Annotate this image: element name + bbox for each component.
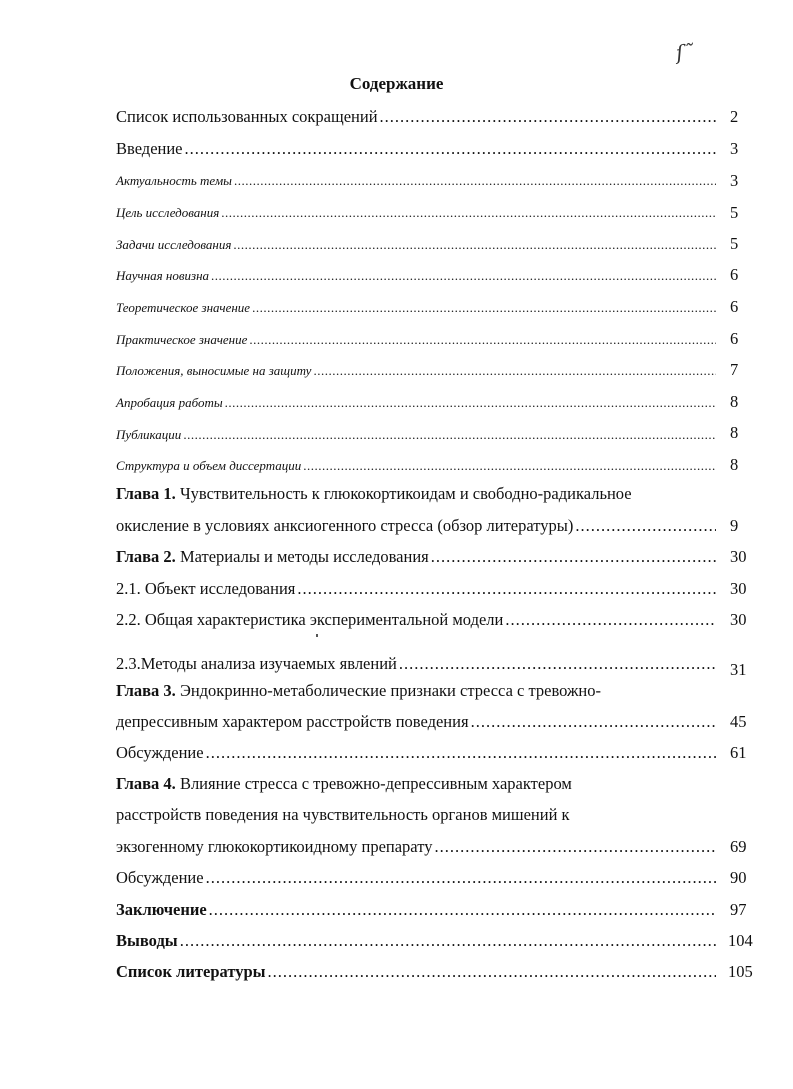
toc-entry-structure: [116, 458, 716, 474]
toc-page-number: 6: [730, 329, 739, 348]
toc-page-number: 8: [730, 423, 739, 442]
toc-entry-label: 2.2. Общая характеристика экспериментальной модели: [116, 610, 504, 629]
dot-leader: [211, 268, 716, 284]
dot-leader: [380, 107, 716, 127]
page-title: Содержание: [349, 74, 444, 93]
toc-page-number: 3: [730, 139, 739, 158]
toc-entry-label: экзогенному глюкокортикоидному препарату: [116, 837, 433, 856]
toc-page-number: 6: [730, 297, 739, 316]
toc-page-number: 5: [730, 234, 739, 253]
toc-entry-label: Публикации: [116, 427, 182, 442]
toc-page-number: 3: [730, 171, 739, 190]
toc-entry-section-2-1: [116, 579, 716, 599]
toc-page-number: 31: [730, 660, 747, 679]
dot-leader: [209, 900, 716, 920]
chapter-prefix: Глава 3.: [116, 681, 176, 700]
toc-page-number: 30: [730, 610, 747, 629]
toc-entry-approbation: [116, 395, 716, 411]
toc-entry-abbreviations: [116, 107, 716, 127]
toc-entry-label: Обсуждение: [116, 868, 204, 887]
toc-entry-chapter-4: [116, 837, 716, 857]
toc-entry-label: окисление в условиях анксиогенного стресса (обзор литературы): [116, 516, 574, 535]
scan-speck: [316, 634, 318, 637]
toc-entry-label: 2.1. Объект исследования: [116, 579, 296, 598]
chapter-title-line: Влияние стресса с тревожно-депрессивным характером: [179, 774, 572, 793]
toc-page-number: 5: [730, 203, 739, 222]
dot-leader: [505, 610, 716, 630]
toc-page-number: 45: [730, 712, 747, 731]
toc-entry-relevance: [116, 173, 716, 189]
dot-leader: [313, 363, 716, 379]
toc-entry-theoretical-significance: [116, 300, 716, 316]
toc-entry-conclusion: [116, 900, 716, 920]
toc-entry-chapter-3: [116, 712, 716, 732]
toc-entry-label: Список использованных сокращений: [116, 107, 378, 126]
toc-chapter-4-heading: [116, 774, 572, 794]
dot-leader: [399, 654, 716, 674]
dot-leader: [268, 962, 716, 982]
toc-entry-research-goal: [116, 205, 716, 221]
chapter-title-line: Эндокринно-метаболические признаки стресса с тревожно-: [179, 681, 601, 700]
toc-page-number: 7: [730, 360, 739, 379]
toc-page-number: 8: [730, 392, 739, 411]
toc-entry-chapter-2: [116, 547, 716, 567]
toc-entry-label: Задачи исследования: [116, 237, 232, 252]
dot-leader: [575, 516, 716, 536]
toc-page-number: 61: [730, 743, 747, 762]
dot-leader: [234, 173, 716, 189]
toc-page-number: 6: [730, 265, 739, 284]
dot-leader: [180, 931, 716, 951]
dot-leader: [233, 237, 716, 253]
handwritten-page-mark: ſ˜: [674, 39, 695, 65]
toc-entry-research-tasks: [116, 237, 716, 253]
toc-entry-section-2-2: [116, 610, 716, 630]
chapter-prefix: Глава 2.: [116, 547, 176, 566]
toc-entry-label: Практическое значение: [116, 332, 248, 347]
toc-chapter-3-heading: [116, 681, 601, 701]
toc-entry-label: Список литературы: [116, 962, 266, 981]
toc-page-number: 90: [730, 868, 747, 887]
toc-entry-publications: [116, 427, 716, 443]
toc-entry-label: Положения, выносимые на защиту: [116, 363, 312, 378]
dot-leader: [206, 868, 716, 888]
toc-entry-label: Введение: [116, 139, 183, 158]
toc-entry-label: депрессивным характером расстройств поведения: [116, 712, 469, 731]
toc-entry-label: Структура и объем диссертации: [116, 458, 302, 473]
toc-entry-label: Обсуждение: [116, 743, 204, 762]
toc-entry-label: Актуальность темы: [116, 173, 232, 188]
toc-entry-label: Заключение: [116, 900, 207, 919]
toc-entry-practical-significance: [116, 332, 716, 348]
toc-page-number: 8: [730, 455, 739, 474]
toc-entry-chapter-1: [116, 516, 716, 536]
dot-leader: [471, 712, 716, 732]
dot-leader: [252, 300, 716, 316]
toc-entry-novelty: [116, 268, 716, 284]
dot-leader: [249, 332, 716, 348]
dot-leader: [434, 837, 716, 857]
dot-leader: [206, 743, 716, 763]
toc-entry-defense-statements: [116, 363, 716, 379]
dot-leader: [183, 427, 716, 443]
toc-entry-section-2-3: [116, 654, 716, 674]
toc-entry-label: Научная новизна: [116, 268, 210, 283]
toc-entry-bibliography: [116, 962, 716, 982]
chapter-title: Материалы и методы исследования: [179, 547, 429, 566]
toc-entry-introduction: [116, 139, 716, 159]
dot-leader: [303, 458, 716, 474]
toc-page-number: 30: [730, 579, 747, 598]
toc-page-number: 97: [730, 900, 747, 919]
toc-entry-findings: [116, 931, 716, 951]
toc-page-number: 69: [730, 837, 747, 856]
toc-entry-discussion-3: [116, 743, 716, 763]
chapter-prefix: Глава 4.: [116, 774, 176, 793]
chapter-prefix: Глава 1.: [116, 484, 176, 503]
dot-leader: [297, 579, 716, 599]
dot-leader: [225, 395, 716, 411]
toc-page-number: 30: [730, 547, 747, 566]
toc-page-number: 105: [728, 962, 753, 981]
toc-entry-label: Цель исследования: [116, 205, 220, 220]
toc-chapter-4-line-2: расстройств поведения на чувствительность органов мишений к: [116, 805, 570, 824]
toc-entry-label: Выводы: [116, 931, 178, 950]
dot-leader: [185, 139, 716, 159]
toc-entry-label: 2.3.Методы анализа изучаемых явлений: [116, 654, 397, 673]
toc-page-number: 9: [730, 516, 739, 535]
toc-chapter-1-heading: [116, 484, 632, 504]
chapter-title-line: Чувствительность к глюкокортикоидам и свободно-радикальное: [179, 484, 632, 503]
toc-entry-discussion-4: [116, 868, 716, 888]
toc-page-number: 2: [730, 107, 739, 126]
toc-entry-label: [116, 547, 429, 567]
dot-leader: [221, 205, 716, 221]
dot-leader: [431, 547, 716, 567]
toc-page-number: 104: [728, 931, 753, 950]
toc-entry-label: Апробация работы: [116, 395, 223, 410]
toc-entry-label: Теоретическое значение: [116, 300, 251, 315]
